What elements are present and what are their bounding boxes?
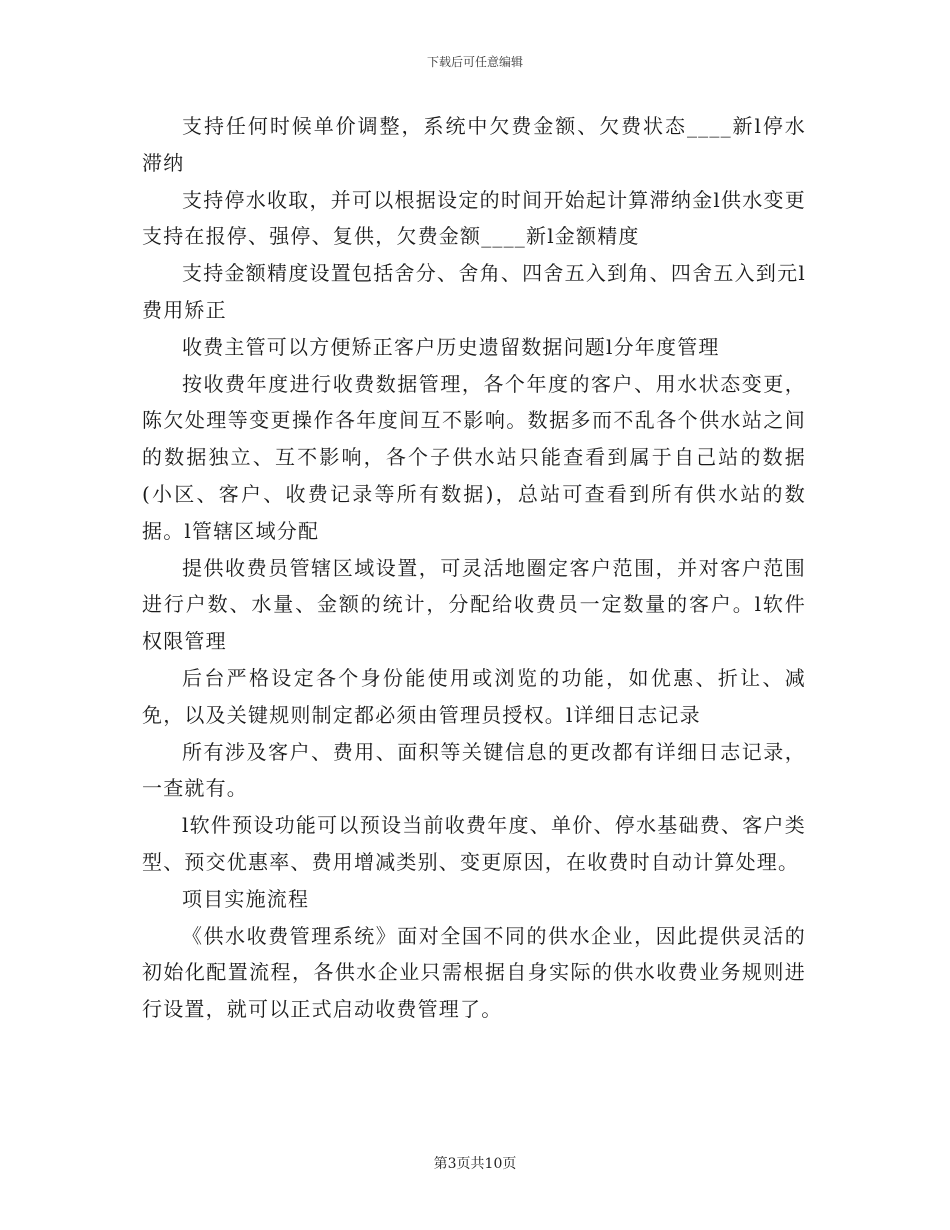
paragraph: 按收费年度进行收费数据管理，各个年度的客户、用水状态变更，陈欠处理等变更操作各年度间互不影响。数据多而不乱各个供水站之间的数据独立、互不影响，各个子供水站只能查看到属于自己站的数据(小区、客户、收费记录等所有数据)，总站可查看到所有供水站的数据。l管辖区域分配 bbox=[142, 371, 806, 543]
paragraph: 后台严格设定各个身份能使用或浏览的功能，如优惠、折让、减免，以及关键规则制定都必须由管理员授权。l详细日志记录 bbox=[142, 665, 806, 727]
page-header: 下载后可任意编辑 bbox=[426, 55, 523, 69]
paragraph: l软件预设功能可以预设当前收费年度、单价、停水基础费、客户类型、预交优惠率、费用增减类别、变更原因，在收费时自动计算处理。 bbox=[142, 813, 806, 874]
page-number: 第3页共10页 bbox=[433, 1156, 517, 1172]
document-body bbox=[142, 108, 806, 1028]
paragraph: 收费主管可以方便矫正客户历史遗留数据问题l分年度管理 bbox=[182, 334, 720, 359]
paragraph: 支持停水收取，并可以根据设定的时间开始起计算滞纳金l供水变更支持在报停、强停、复供，欠费金额____新l金额精度 bbox=[142, 187, 806, 249]
paragraph: 支持任何时候单价调整，系统中欠费金额、欠费状态____新l停水滞纳 bbox=[142, 114, 806, 175]
paragraph: 提供收费员管辖区域设置，可灵活地圈定客户范围，并对客户范围进行户数、水量、金额的统计，分配给收费员一定数量的客户。l软件权限管理 bbox=[142, 555, 806, 654]
paragraph: 所有涉及客户、费用、面积等关键信息的更改都有详细日志记录，一查就有。 bbox=[142, 739, 806, 801]
paragraph: 支持金额精度设置包括舍分、舍角、四舍五入到角、四舍五入到元l费用矫正 bbox=[142, 261, 806, 322]
section-heading: 项目实施流程 bbox=[182, 886, 310, 911]
paragraph: 《供水收费管理系统》面对全国不同的供水企业，因此提供灵活的初始化配置流程，各供水企业只需根据自身实际的供水收费业务规则进行设置，就可以正式启动收费管理了。 bbox=[142, 923, 806, 1022]
